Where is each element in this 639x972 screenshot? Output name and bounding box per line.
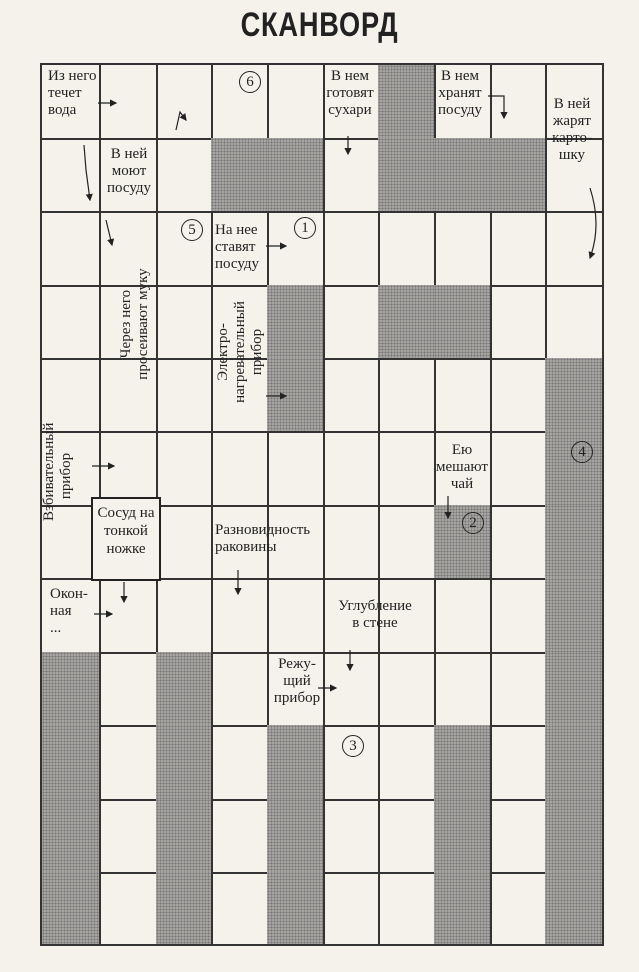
- arrow-frying: [590, 188, 596, 258]
- clue-window: Окон- ная ...: [50, 586, 88, 636]
- page-title: СКАНВОРД: [240, 6, 399, 44]
- clue-thin-stem-vessel: Сосуд на тонкой ножке: [91, 497, 161, 581]
- number-6: 6: [239, 71, 261, 93]
- clue-frying: В ней жарят карто- шку: [552, 96, 592, 163]
- number-1: 1: [294, 217, 316, 239]
- number-3: 3: [342, 735, 364, 757]
- clue-sink-type: Разновидность раковины: [215, 522, 311, 555]
- arrow-store: [488, 96, 504, 118]
- arrow-water-wash: [84, 145, 90, 200]
- clue-heater: Электро- нагревательный прибор: [215, 301, 265, 403]
- number-2: 2: [462, 512, 484, 534]
- arrow-sift: [106, 220, 112, 245]
- clue-dish-stand: На нее ставят посуду: [215, 222, 260, 272]
- number-5: 5: [181, 219, 203, 241]
- clue-stir-tea: Ею мешают чай: [436, 442, 488, 492]
- clue-wash-dishes: В ней моют посуду: [106, 146, 152, 196]
- clue-wall-niche: Углубление в стене: [338, 598, 412, 631]
- clue-water-source: Из него течет вода: [48, 68, 97, 118]
- clue-whipping: Взбивательный прибор: [41, 422, 74, 521]
- clue-sifting-flour: Через него просеивают муку: [118, 268, 151, 380]
- number-4: 4: [571, 441, 593, 463]
- clue-store-dishes: В нем хранят посуду: [437, 68, 483, 118]
- clue-rusks: В нем готовят сухари: [326, 68, 374, 118]
- arrow-wash-up: [176, 112, 186, 130]
- clue-cutting: Режу- щий прибор: [273, 656, 321, 706]
